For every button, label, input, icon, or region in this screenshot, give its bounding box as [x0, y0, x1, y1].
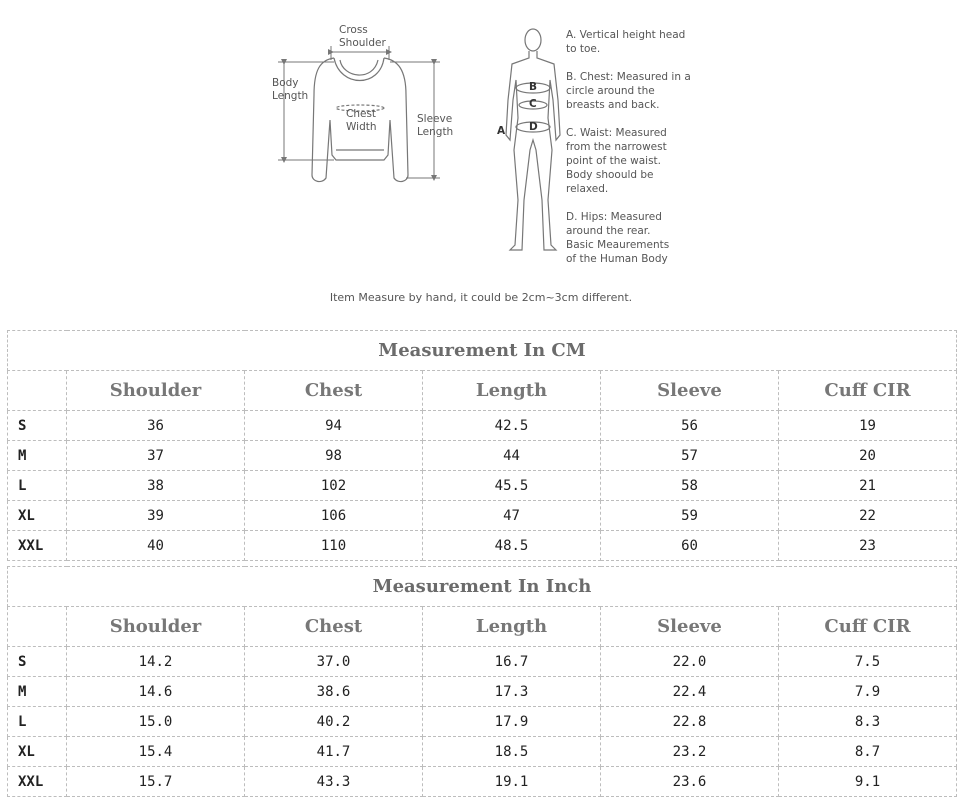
measurement-illustration: [0, 0, 962, 300]
table-row: [8, 471, 957, 501]
table-cell: 9.1: [779, 767, 957, 797]
inch-size-table: [7, 566, 957, 797]
table-cell: 21: [779, 471, 957, 501]
column-header: Length: [423, 607, 601, 647]
table-header-row: [8, 607, 957, 647]
table-cell: 14.6: [67, 677, 245, 707]
table-cell: 106: [245, 501, 423, 531]
table-cell: 36: [67, 411, 245, 441]
table-cell: 8.7: [779, 737, 957, 767]
table-cell: 15.4: [67, 737, 245, 767]
size-label: M: [8, 677, 67, 707]
table-cell: 7.5: [779, 647, 957, 677]
marker-a: A: [497, 125, 506, 137]
column-header: Cuff CIR: [779, 607, 957, 647]
table-cell: 40: [67, 531, 245, 561]
size-header-empty: [8, 371, 67, 411]
table-cell: 41.7: [245, 737, 423, 767]
table-title: Measurement In CM: [8, 331, 957, 371]
column-header: Cuff CIR: [779, 371, 957, 411]
table-cell: 8.3: [779, 707, 957, 737]
column-header: Chest: [245, 371, 423, 411]
sleeve-length-label: Sleeve Length: [417, 113, 454, 138]
table-title-row: [8, 567, 957, 607]
note-c: C. Waist: Measured from the narrowest point of the waist. Body shoould be relaxed.: [566, 127, 667, 195]
size-label: XXL: [8, 531, 67, 561]
column-header: Shoulder: [67, 607, 245, 647]
table-row: [8, 501, 957, 531]
table-cell: 16.7: [423, 647, 601, 677]
table-cell: 38: [67, 471, 245, 501]
size-label: S: [8, 647, 67, 677]
table-row: [8, 767, 957, 797]
size-label: L: [8, 471, 67, 501]
column-header: Sleeve: [601, 607, 779, 647]
size-header-empty: [8, 607, 67, 647]
table-cell: 44: [423, 441, 601, 471]
table-cell: 22.4: [601, 677, 779, 707]
cross-shoulder-label: Cross Shoulder: [339, 24, 386, 49]
table-cell: 38.6: [245, 677, 423, 707]
table-cell: 102: [245, 471, 423, 501]
table-row: [8, 411, 957, 441]
table-cell: 22: [779, 501, 957, 531]
table-cell: 17.3: [423, 677, 601, 707]
table-cell: 23.2: [601, 737, 779, 767]
size-label: L: [8, 707, 67, 737]
size-label: XXL: [8, 767, 67, 797]
column-header: Sleeve: [601, 371, 779, 411]
note-a: A. Vertical height head to toe.: [566, 29, 686, 55]
table-cell: 110: [245, 531, 423, 561]
table-cell: 40.2: [245, 707, 423, 737]
table-cell: 48.5: [423, 531, 601, 561]
table-cell: 37.0: [245, 647, 423, 677]
marker-d: D: [529, 121, 538, 133]
table-cell: 19: [779, 411, 957, 441]
table-row: [8, 531, 957, 561]
table-cell: 17.9: [423, 707, 601, 737]
size-label: S: [8, 411, 67, 441]
body-length-label: Body Length: [272, 77, 309, 102]
size-label: M: [8, 441, 67, 471]
table-row: [8, 441, 957, 471]
table-cell: 37: [67, 441, 245, 471]
table-cell: 19.1: [423, 767, 601, 797]
table-title-row: [8, 331, 957, 371]
measure-note: Item Measure by hand, it could be 2cm~3cm different.: [329, 291, 633, 304]
table-cell: 58: [601, 471, 779, 501]
table-cell: 23: [779, 531, 957, 561]
table-cell: 56: [601, 411, 779, 441]
table-cell: 60: [601, 531, 779, 561]
table-cell: 18.5: [423, 737, 601, 767]
table-cell: 45.5: [423, 471, 601, 501]
table-cell: 39: [67, 501, 245, 531]
table-row: [8, 707, 957, 737]
table-cell: 94: [245, 411, 423, 441]
chest-width-label: Chest Width: [346, 108, 377, 133]
table-title: Measurement In Inch: [8, 567, 957, 607]
table-cell: 42.5: [423, 411, 601, 441]
table-cell: 15.0: [67, 707, 245, 737]
cm-size-table: [7, 330, 957, 561]
table-cell: 22.8: [601, 707, 779, 737]
table-cell: 20: [779, 441, 957, 471]
table-cell: 23.6: [601, 767, 779, 797]
table-cell: 47: [423, 501, 601, 531]
table-row: [8, 737, 957, 767]
marker-c: C: [529, 98, 537, 110]
sweater-diagram: [0, 0, 962, 300]
table-cell: 43.3: [245, 767, 423, 797]
body-figure: [506, 29, 560, 250]
table-cell: 59: [601, 501, 779, 531]
column-header: Chest: [245, 607, 423, 647]
table-cell: 98: [245, 441, 423, 471]
table-cell: 7.9: [779, 677, 957, 707]
note-b: B. Chest: Measured in a circle around the breasts and back.: [566, 71, 691, 111]
table-header-row: [8, 371, 957, 411]
marker-b: B: [529, 81, 538, 93]
table-cell: 14.2: [67, 647, 245, 677]
table-cell: 57: [601, 441, 779, 471]
table-cell: 15.7: [67, 767, 245, 797]
size-label: XL: [8, 737, 67, 767]
table-row: [8, 647, 957, 677]
column-header: Length: [423, 371, 601, 411]
column-header: Shoulder: [67, 371, 245, 411]
note-d: D. Hips: Measured around the rear. Basic Meaurements of the Human Body: [566, 211, 670, 265]
table-cell: 22.0: [601, 647, 779, 677]
size-label: XL: [8, 501, 67, 531]
table-row: [8, 677, 957, 707]
